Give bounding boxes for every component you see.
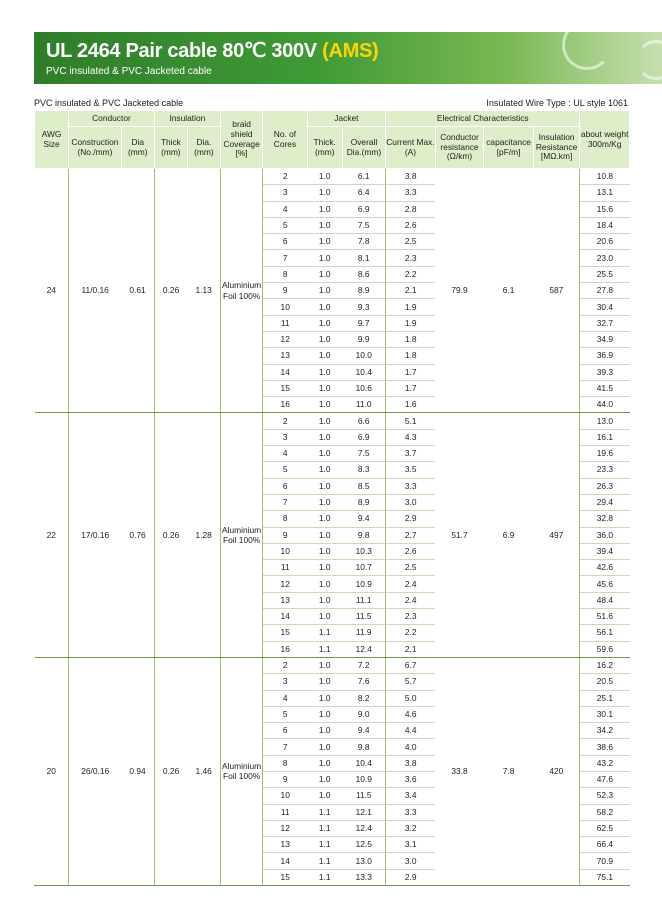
cell-overall-dia: 7.5 [342, 446, 385, 462]
cell-current: 1.6 [386, 397, 436, 413]
title-highlight: (AMS) [322, 40, 379, 62]
cell-jacket-thick: 1.0 [307, 527, 342, 543]
cell-weight: 25.5 [580, 266, 630, 282]
cell-weight: 62.5 [580, 820, 630, 836]
cell-weight: 70.9 [580, 853, 630, 869]
cell-current: 2.8 [386, 201, 436, 217]
cell-overall-dia: 6.9 [342, 201, 385, 217]
cell-jacket-thick: 1.0 [307, 674, 342, 690]
cell-weight: 20.5 [580, 674, 630, 690]
cell-conductor-resistance: 33.8 [435, 657, 484, 885]
cell-overall-dia: 10.9 [342, 771, 385, 787]
cell-current: 2.4 [386, 576, 436, 592]
cell-cores: 6 [263, 234, 307, 250]
cell-current: 1.7 [386, 364, 436, 380]
cell-cores: 5 [263, 706, 307, 722]
cell-cores: 16 [263, 641, 307, 657]
cell-overall-dia: 12.4 [342, 820, 385, 836]
cell-cores: 12 [263, 576, 307, 592]
cell-conductor-dia: 0.94 [121, 657, 154, 885]
cell-cores: 8 [263, 511, 307, 527]
cell-overall-dia: 10.6 [342, 380, 385, 396]
cell-weight: 27.8 [580, 283, 630, 299]
cell-awg-size: 24 [35, 169, 69, 413]
cell-jacket-thick: 1.0 [307, 543, 342, 559]
cell-current: 3.3 [386, 804, 436, 820]
cell-weight: 13.0 [580, 413, 630, 429]
cell-insulation-resistance: 587 [533, 169, 579, 413]
cell-weight: 13.1 [580, 185, 630, 201]
cell-jacket-thick: 1.0 [307, 201, 342, 217]
cell-overall-dia: 10.4 [342, 755, 385, 771]
cell-jacket-thick: 1.1 [307, 625, 342, 641]
cell-current: 3.2 [386, 820, 436, 836]
cell-cores: 10 [263, 788, 307, 804]
cell-current: 2.3 [386, 250, 436, 266]
cell-current: 3.0 [386, 853, 436, 869]
cell-weight: 58.2 [580, 804, 630, 820]
cell-cores: 10 [263, 299, 307, 315]
cell-capacitance: 7.8 [484, 657, 534, 885]
cell-overall-dia: 8.2 [342, 690, 385, 706]
cell-cores: 6 [263, 723, 307, 739]
page-title: UL 2464 Pair cable 80℃ 300V (AMS) [46, 40, 379, 62]
cell-conductor-construction: 26/0.16 [69, 657, 122, 885]
cell-jacket-thick: 1.0 [307, 755, 342, 771]
cell-cores: 10 [263, 543, 307, 559]
cell-overall-dia: 10.0 [342, 348, 385, 364]
cell-braid-coverage: Aluminium Foil 100% [220, 657, 262, 885]
cell-jacket-thick: 1.0 [307, 397, 342, 413]
cell-insulation-dia: 1.46 [187, 657, 220, 885]
cell-cores: 14 [263, 609, 307, 625]
cell-weight: 29.4 [580, 494, 630, 510]
cell-jacket-thick: 1.0 [307, 706, 342, 722]
cell-weight: 30.4 [580, 299, 630, 315]
cell-awg-size: 22 [35, 413, 69, 657]
cell-overall-dia: 7.5 [342, 217, 385, 233]
cell-current: 2.5 [386, 234, 436, 250]
wire-type-label: Insulated Wire Type : UL style 1061 [486, 98, 628, 108]
cell-current: 6.7 [386, 657, 436, 673]
cell-current: 2.1 [386, 283, 436, 299]
cell-weight: 34.2 [580, 723, 630, 739]
cell-current: 1.8 [386, 348, 436, 364]
cell-capacitance: 6.1 [484, 169, 534, 413]
header-jacket-thick: Thick. (mm) [307, 127, 342, 169]
cell-current: 5.7 [386, 674, 436, 690]
cell-current: 3.8 [386, 169, 436, 185]
header-current: Current Max.(A) [386, 127, 436, 169]
cell-jacket-thick: 1.0 [307, 348, 342, 364]
cell-jacket-thick: 1.1 [307, 869, 342, 885]
cell-cores: 2 [263, 413, 307, 429]
cell-current: 2.2 [386, 625, 436, 641]
decorative-arc-icon [562, 20, 612, 70]
cell-weight: 38.6 [580, 739, 630, 755]
cell-cores: 11 [263, 804, 307, 820]
cell-cores: 3 [263, 674, 307, 690]
header-weight: about weight 300m/Kg [580, 111, 630, 169]
cell-weight: 23.0 [580, 250, 630, 266]
cell-weight: 10.8 [580, 169, 630, 185]
cell-jacket-thick: 1.0 [307, 592, 342, 608]
cell-weight: 36.0 [580, 527, 630, 543]
title-banner [34, 32, 662, 84]
cell-overall-dia: 11.1 [342, 592, 385, 608]
cell-jacket-thick: 1.0 [307, 690, 342, 706]
cell-weight: 16.1 [580, 429, 630, 445]
cell-jacket-thick: 1.0 [307, 234, 342, 250]
header-conductor: Conductor [69, 111, 155, 127]
cell-weight: 20.6 [580, 234, 630, 250]
cell-weight: 23.3 [580, 462, 630, 478]
header-capacitance: capacitance [pF/m] [484, 127, 534, 169]
table-bottom-rule [34, 885, 630, 886]
cell-current: 3.5 [386, 462, 436, 478]
cell-overall-dia: 9.9 [342, 331, 385, 347]
cell-current: 3.6 [386, 771, 436, 787]
cell-jacket-thick: 1.0 [307, 250, 342, 266]
decorative-arc-icon [636, 40, 662, 80]
cell-weight: 30.1 [580, 706, 630, 722]
cell-current: 5.1 [386, 413, 436, 429]
cell-weight: 48.4 [580, 592, 630, 608]
cell-weight: 16.2 [580, 657, 630, 673]
cell-cores: 14 [263, 364, 307, 380]
cell-cores: 4 [263, 446, 307, 462]
cell-jacket-thick: 1.0 [307, 739, 342, 755]
cell-awg-size: 20 [35, 657, 69, 885]
cable-description: PVC insulated & PVC Jacketed cable [34, 98, 184, 108]
cell-weight: 66.4 [580, 837, 630, 853]
cell-weight: 15.6 [580, 201, 630, 217]
cell-overall-dia: 8.9 [342, 283, 385, 299]
cell-jacket-thick: 1.0 [307, 169, 342, 185]
table-row [35, 413, 630, 429]
cell-overall-dia: 8.9 [342, 494, 385, 510]
cell-overall-dia: 6.1 [342, 169, 385, 185]
cell-jacket-thick: 1.1 [307, 804, 342, 820]
cell-overall-dia: 6.6 [342, 413, 385, 429]
cell-current: 1.9 [386, 299, 436, 315]
cell-jacket-thick: 1.0 [307, 331, 342, 347]
cell-cores: 15 [263, 625, 307, 641]
cell-insulation-resistance: 420 [533, 657, 579, 885]
cell-current: 2.1 [386, 641, 436, 657]
header-conductor-resistance: Conductor resistance (Ω/km) [435, 127, 484, 169]
cell-overall-dia: 7.2 [342, 657, 385, 673]
cell-overall-dia: 8.3 [342, 462, 385, 478]
cell-jacket-thick: 1.0 [307, 266, 342, 282]
cell-weight: 56.1 [580, 625, 630, 641]
cell-overall-dia: 7.6 [342, 674, 385, 690]
cell-jacket-thick: 1.0 [307, 185, 342, 201]
cell-overall-dia: 6.9 [342, 429, 385, 445]
cell-overall-dia: 12.4 [342, 641, 385, 657]
cell-cores: 7 [263, 250, 307, 266]
header-insulation-dia: Dia. (mm) [187, 127, 220, 169]
header-insulation: Insulation [154, 111, 220, 127]
cell-cores: 7 [263, 494, 307, 510]
cell-current: 2.3 [386, 609, 436, 625]
table-row [35, 169, 630, 185]
cell-overall-dia: 9.4 [342, 723, 385, 739]
header-cores: No. of Cores [263, 111, 307, 169]
cell-weight: 39.4 [580, 543, 630, 559]
cell-weight: 39.3 [580, 364, 630, 380]
header-overall-dia: Overall Dia.(mm) [342, 127, 385, 169]
cell-cores: 14 [263, 853, 307, 869]
cell-overall-dia: 12.5 [342, 837, 385, 853]
cell-jacket-thick: 1.0 [307, 364, 342, 380]
cell-overall-dia: 8.5 [342, 478, 385, 494]
cell-cores: 13 [263, 837, 307, 853]
cell-weight: 42.6 [580, 560, 630, 576]
cell-weight: 51.6 [580, 609, 630, 625]
cell-cores: 5 [263, 462, 307, 478]
cell-current: 2.7 [386, 527, 436, 543]
cell-cores: 7 [263, 739, 307, 755]
header-construction: Construction (No./mm) [69, 127, 122, 169]
cell-overall-dia: 8.6 [342, 266, 385, 282]
cell-cores: 2 [263, 657, 307, 673]
cell-weight: 32.8 [580, 511, 630, 527]
cell-cores: 8 [263, 755, 307, 771]
cell-cores: 12 [263, 820, 307, 836]
cell-cores: 15 [263, 380, 307, 396]
cell-jacket-thick: 1.1 [307, 837, 342, 853]
cell-cores: 16 [263, 397, 307, 413]
cell-cores: 11 [263, 315, 307, 331]
cell-capacitance: 6.9 [484, 413, 534, 657]
cell-overall-dia: 10.3 [342, 543, 385, 559]
header-braid: braid shield Coverage [%] [220, 111, 262, 169]
cell-weight: 32.7 [580, 315, 630, 331]
cell-jacket-thick: 1.0 [307, 511, 342, 527]
cell-insulation-thick: 0.26 [154, 657, 187, 885]
cell-jacket-thick: 1.0 [307, 380, 342, 396]
cell-jacket-thick: 1.0 [307, 429, 342, 445]
cell-weight: 19.6 [580, 446, 630, 462]
cell-weight: 47.6 [580, 771, 630, 787]
cell-jacket-thick: 1.0 [307, 771, 342, 787]
cell-cores: 12 [263, 331, 307, 347]
cell-cores: 9 [263, 283, 307, 299]
cell-cores: 8 [263, 266, 307, 282]
cell-current: 4.0 [386, 739, 436, 755]
spec-table-body [35, 169, 630, 886]
cell-current: 2.4 [386, 592, 436, 608]
cell-braid-coverage: Aluminium Foil 100% [220, 169, 262, 413]
cell-current: 2.9 [386, 511, 436, 527]
spec-table [34, 110, 630, 886]
cell-weight: 26.3 [580, 478, 630, 494]
cell-overall-dia: 10.4 [342, 364, 385, 380]
cell-jacket-thick: 1.0 [307, 560, 342, 576]
cell-current: 2.9 [386, 869, 436, 885]
cell-jacket-thick: 1.0 [307, 413, 342, 429]
table-row [35, 657, 630, 673]
cell-overall-dia: 11.9 [342, 625, 385, 641]
cell-cores: 13 [263, 348, 307, 364]
header-jacket: Jacket [307, 111, 385, 127]
cell-weight: 41.5 [580, 380, 630, 396]
cell-conductor-resistance: 79.9 [435, 169, 484, 413]
cell-conductor-dia: 0.61 [121, 169, 154, 413]
cell-cores: 15 [263, 869, 307, 885]
cell-jacket-thick: 1.0 [307, 478, 342, 494]
cell-overall-dia: 11.5 [342, 609, 385, 625]
cell-current: 1.9 [386, 315, 436, 331]
cell-overall-dia: 10.7 [342, 560, 385, 576]
cell-weight: 75.1 [580, 869, 630, 885]
cell-current: 1.7 [386, 380, 436, 396]
cell-insulation-thick: 0.26 [154, 169, 187, 413]
header-conductor-dia: Dia (mm) [121, 127, 154, 169]
cell-conductor-construction: 17/0.16 [69, 413, 122, 657]
cell-current: 3.7 [386, 446, 436, 462]
cell-jacket-thick: 1.0 [307, 609, 342, 625]
cell-overall-dia: 10.9 [342, 576, 385, 592]
cell-overall-dia: 8.1 [342, 250, 385, 266]
cell-overall-dia: 13.3 [342, 869, 385, 885]
cell-jacket-thick: 1.1 [307, 641, 342, 657]
cell-weight: 18.4 [580, 217, 630, 233]
cell-conductor-resistance: 51.7 [435, 413, 484, 657]
cell-cores: 4 [263, 690, 307, 706]
cell-current: 3.0 [386, 494, 436, 510]
cell-current: 2.2 [386, 266, 436, 282]
header-electrical: Electrical Characteristics [386, 111, 580, 127]
cell-cores: 9 [263, 527, 307, 543]
cell-jacket-thick: 1.0 [307, 576, 342, 592]
cell-current: 4.6 [386, 706, 436, 722]
cell-weight: 25.1 [580, 690, 630, 706]
cell-weight: 36.9 [580, 348, 630, 364]
cell-weight: 59.6 [580, 641, 630, 657]
cell-current: 5.0 [386, 690, 436, 706]
cell-weight: 34.9 [580, 331, 630, 347]
cell-cores: 13 [263, 592, 307, 608]
cell-insulation-resistance: 497 [533, 413, 579, 657]
cell-weight: 45.6 [580, 576, 630, 592]
cell-overall-dia: 12.1 [342, 804, 385, 820]
cell-weight: 44.0 [580, 397, 630, 413]
cell-conductor-construction: 11/0.16 [69, 169, 122, 413]
cell-current: 2.6 [386, 217, 436, 233]
cell-conductor-dia: 0.76 [121, 413, 154, 657]
cell-overall-dia: 9.4 [342, 511, 385, 527]
cell-current: 4.3 [386, 429, 436, 445]
cell-overall-dia: 7.8 [342, 234, 385, 250]
cell-cores: 5 [263, 217, 307, 233]
cell-current: 1.8 [386, 331, 436, 347]
cell-overall-dia: 9.8 [342, 527, 385, 543]
cell-jacket-thick: 1.0 [307, 494, 342, 510]
cell-overall-dia: 9.8 [342, 739, 385, 755]
cell-current: 2.5 [386, 560, 436, 576]
cell-current: 3.8 [386, 755, 436, 771]
cell-current: 3.3 [386, 478, 436, 494]
cell-jacket-thick: 1.0 [307, 217, 342, 233]
cell-cores: 11 [263, 560, 307, 576]
cell-cores: 3 [263, 429, 307, 445]
cell-overall-dia: 11.0 [342, 397, 385, 413]
header-awg: AWG Size [35, 111, 69, 169]
cell-current: 3.3 [386, 185, 436, 201]
cell-insulation-dia: 1.13 [187, 169, 220, 413]
cell-current: 2.6 [386, 543, 436, 559]
cell-overall-dia: 13.0 [342, 853, 385, 869]
page-subtitle: PVC insulated & PVC Jacketed cable [46, 66, 212, 77]
cell-jacket-thick: 1.0 [307, 723, 342, 739]
header-insulation-resistance: Insulation Resistance [MΩ.km] [533, 127, 579, 169]
cell-jacket-thick: 1.0 [307, 788, 342, 804]
cell-cores: 9 [263, 771, 307, 787]
cell-current: 3.4 [386, 788, 436, 804]
cell-current: 4.4 [386, 723, 436, 739]
cell-weight: 52.3 [580, 788, 630, 804]
cell-cores: 6 [263, 478, 307, 494]
cell-insulation-thick: 0.26 [154, 413, 187, 657]
cell-jacket-thick: 1.0 [307, 446, 342, 462]
cell-insulation-dia: 1.28 [187, 413, 220, 657]
cell-cores: 2 [263, 169, 307, 185]
cell-jacket-thick: 1.0 [307, 657, 342, 673]
cell-jacket-thick: 1.0 [307, 283, 342, 299]
cell-weight: 43.2 [580, 755, 630, 771]
cell-jacket-thick: 1.0 [307, 462, 342, 478]
cell-braid-coverage: Aluminium Foil 100% [220, 413, 262, 657]
cell-current: 3.1 [386, 837, 436, 853]
cell-overall-dia: 6.4 [342, 185, 385, 201]
cell-jacket-thick: 1.1 [307, 820, 342, 836]
cell-jacket-thick: 1.0 [307, 299, 342, 315]
cell-overall-dia: 9.0 [342, 706, 385, 722]
cell-cores: 4 [263, 201, 307, 217]
cell-jacket-thick: 1.0 [307, 315, 342, 331]
cell-jacket-thick: 1.1 [307, 853, 342, 869]
cell-overall-dia: 11.5 [342, 788, 385, 804]
cell-overall-dia: 9.7 [342, 315, 385, 331]
cell-overall-dia: 9.3 [342, 299, 385, 315]
cell-cores: 3 [263, 185, 307, 201]
header-insulation-thick: Thick (mm) [154, 127, 187, 169]
